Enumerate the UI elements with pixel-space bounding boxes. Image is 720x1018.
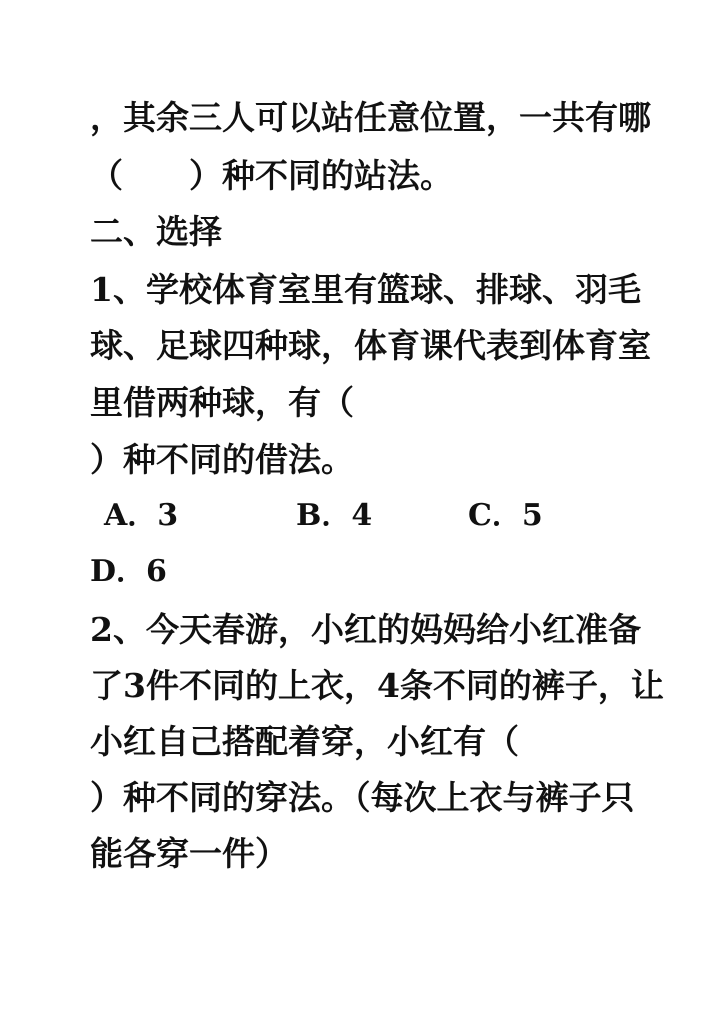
question-2-line-1: 2、今天春游，小红的妈妈给小红准备 (90, 610, 641, 649)
question-2-line-4: ）种不同的穿法。（每次上衣与裤子只 (90, 778, 635, 817)
option-b: B．4 (296, 498, 373, 533)
text-line-1: ，其余三人可以站任意位置，一共有哪 (90, 98, 651, 137)
section-heading: 二、选择 (90, 212, 222, 251)
question-2-line-5: 能各穿一件） (90, 834, 288, 873)
option-a: A．3 (104, 498, 179, 533)
question-1-line-1: 1、学校体育室里有篮球、排球、羽毛 (90, 270, 641, 309)
question-2-line-2: 了3件不同的上衣，4条不同的裤子，让 (90, 666, 664, 705)
question-1-line-3: 里借两种球，有（ (90, 383, 354, 422)
option-d: D．6 (90, 554, 167, 589)
question-1-line-2: 球、足球四种球，体育课代表到体育室 (90, 326, 651, 365)
question-1-line-4: ）种不同的借法。 (90, 440, 354, 479)
option-c: C．5 (468, 498, 543, 533)
text-line-2: （ ）种不同的站法。 (90, 156, 453, 195)
question-2-line-3: 小红自己搭配着穿，小红有（ (90, 722, 519, 761)
